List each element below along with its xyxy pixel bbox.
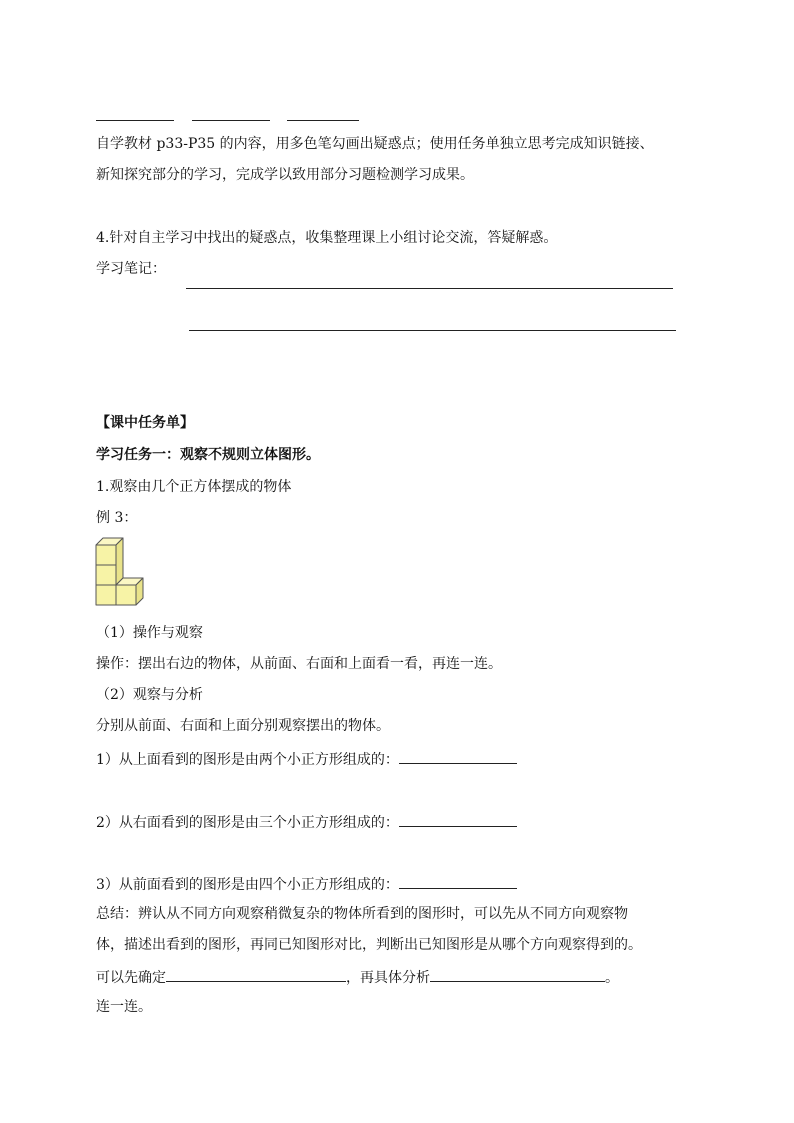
summary-blank-1[interactable]: [166, 969, 346, 982]
summary-blank-2[interactable]: [430, 969, 605, 982]
task-1-title: 学习任务一：观察不规则立体图形。: [96, 447, 320, 463]
notes-label: 学习笔记：: [96, 261, 166, 277]
cube-front-1: [96, 545, 116, 565]
op-heading: （1）操作与观察: [96, 625, 203, 641]
question-3-text: 3）从前面看到的图形是由四个小正方形组成的：: [96, 877, 399, 893]
answer-3-blank[interactable]: [399, 876, 517, 889]
summary-line-1: 总结：辨认从不同方向观察稍微复杂的物体所看到的图形时，可以先从不同方向观察物: [96, 906, 628, 922]
op-text: 操作：摆出右边的物体，从前面、右面和上面看一看，再连一连。: [96, 656, 502, 672]
sub-1-title: 1.观察由几个正方体摆成的物体: [96, 479, 292, 495]
self-study-text: 自学教材 p33-P35 的内容，用多色笔勾画出疑惑点；使用任务单独立思考完成知识链接、: [96, 136, 654, 152]
analysis-heading: （2）观察与分析: [96, 687, 203, 703]
cube-front-2: [96, 565, 116, 585]
question-2-text: 2）从右面看到的图形是由三个小正方形组成的：: [96, 815, 399, 831]
notes-line-2: [189, 330, 676, 331]
summary-fill-line: [96, 969, 619, 985]
summary-part-c: 。: [605, 970, 619, 986]
example-label: 例 3：: [96, 510, 138, 526]
item-4-text: 4.针对自主学习中找出的疑惑点，收集整理课上小组讨论交流，答疑解惑。: [96, 230, 558, 246]
section-header: 【课中任务单】: [96, 415, 194, 431]
summary-part-a: 可以先确定: [96, 970, 166, 986]
top-blank-3: [287, 120, 359, 121]
cube-front-4: [116, 585, 136, 605]
cube-front-3: [96, 585, 116, 605]
notes-line-1: [186, 288, 673, 289]
question-2: [96, 814, 517, 830]
analysis-text: 分别从前面、右面和上面分别观察摆出的物体。: [96, 718, 390, 734]
question-1-text: 1）从上面看到的图形是由两个小正方形组成的：: [96, 752, 399, 768]
answer-2-blank[interactable]: [399, 814, 517, 827]
cube-stack-figure: [93, 535, 149, 610]
answer-1-blank[interactable]: [399, 751, 517, 764]
summary-part-b: ，再具体分析: [346, 970, 430, 986]
cube-side-face: [116, 538, 123, 585]
question-3: [96, 876, 517, 892]
question-1: [96, 751, 517, 767]
summary-line-2: 体，描述出看到的图形，再同已知图形对比，判断出已知图形是从哪个方向观察得到的。: [96, 937, 642, 953]
top-blank-2: [192, 120, 270, 121]
self-study-text-2: 新知探究部分的学习，完成学以致用部分习题检测学习成果。: [96, 167, 474, 183]
top-blank-1: [96, 120, 174, 121]
connect-label: 连一连。: [96, 999, 152, 1015]
